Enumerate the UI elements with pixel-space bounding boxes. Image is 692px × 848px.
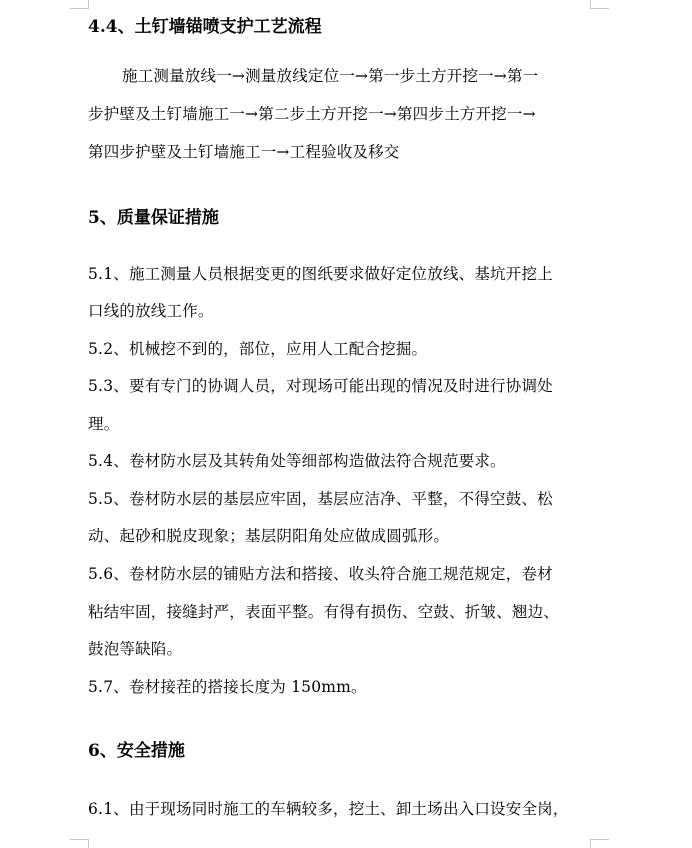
section-heading-4-4: 4.4、土钉墙锚喷支护工艺流程 [88, 17, 322, 37]
margin-mark-top-left [70, 0, 89, 9]
paragraph-line: 鼓泡等缺陷。 [88, 640, 183, 658]
paragraph-line: 5.3、要有专门的协调人员，对现场可能出现的情况及时进行协调处 [88, 377, 553, 395]
paragraph-line: 5.2、机械挖不到的，部位，应用人工配合挖掘。 [88, 340, 428, 358]
paragraph-line: 施工测量放线一→测量放线定位一→第一步土方开挖一→第一 [122, 67, 539, 85]
paragraph-line: 粘结牢固，接缝封严，表面平整。有得有损伤、空鼓、折皱、翘边、 [88, 603, 560, 621]
paragraph-line: 5.4、卷材防水层及其转角处等细部构造做法符合规范要求。 [88, 452, 506, 470]
paragraph-line: 动、起砂和脱皮现象；基层阴阳角处应做成圆弧形。 [88, 527, 450, 545]
paragraph-line: 步护壁及土钉墙施工一→第二步土方开挖一→第四步土方开挖一→ [88, 105, 536, 123]
paragraph-line: 口线的放线工作。 [88, 302, 214, 320]
margin-mark-top-right [590, 0, 609, 9]
section-heading-6: 6、安全措施 [88, 741, 185, 761]
paragraph-line: 5.7、卷材接茬的搭接长度为 150mm。 [88, 678, 367, 696]
section-heading-5: 5、质量保证措施 [88, 208, 219, 228]
paragraph-line: 第四步护壁及土钉墙施工一→工程验收及移交 [88, 143, 400, 161]
paragraph-line: 5.5、卷材防水层的基层应牢固，基层应洁净、平整，不得空鼓、松 [88, 490, 553, 508]
paragraph-line: 5.1、施工测量人员根据变更的图纸要求做好定位放线、基坑开挖上 [88, 265, 553, 283]
paragraph-line: 6.1、由于现场同时施工的车辆较多，挖土、卸土场出入口设安全岗， [88, 800, 569, 818]
paragraph-line: 理。 [88, 415, 120, 433]
paragraph-line: 5.6、卷材防水层的铺贴方法和搭接、收头符合施工规范规定，卷材 [88, 565, 553, 583]
